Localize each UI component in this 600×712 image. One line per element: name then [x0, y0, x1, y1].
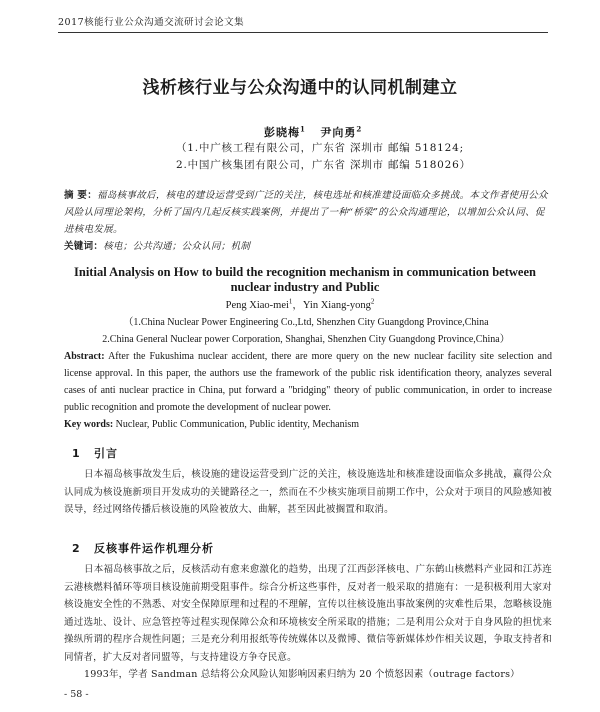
- page-number: - 58 -: [64, 689, 89, 700]
- keywords-en-label: Key words:: [64, 419, 114, 430]
- paper-title-en: Initial Analysis on How to build the recognition mechanism in communication between nuclear industry and Public: [74, 265, 536, 294]
- section-1-title: 引言: [94, 447, 118, 460]
- keywords-en: [64, 416, 552, 433]
- author-2-en-sup: 2: [370, 297, 375, 306]
- section-1-number: 1: [72, 447, 81, 460]
- keywords-en-text: Nuclear, Public Communication, Public identity, Mechanism: [115, 419, 360, 430]
- running-header: 2017核能行业公众沟通交流研讨会论文集: [58, 17, 245, 28]
- affiliations-cn: [176, 140, 471, 174]
- section-2-paragraph-2: 1993年，学者 Sandman 总结将公众风险认知影响因素归纳为 20 个愤怒因素（outrage factors）: [84, 669, 520, 680]
- affiliations-en: [62, 314, 550, 348]
- keywords-cn-text: 核电；公共沟通；公众认同；机制: [103, 241, 251, 252]
- abstract-en: [64, 348, 552, 416]
- section-1-paragraph: 日本福岛核事故发生后，核设施的建设运营受到广泛的关注，核设施选址和核准建设面临众多挑战，赢得公众认同成为核设施新项目开发成功的关键路径之一，然而在不少核实施项目前期工作中，公众对于项目的风险感知被误导，经过网络传播后核设施的风险被放大、曲解，甚至因此被搁置和取消。: [64, 469, 552, 515]
- abstract-en-label: Abstract:: [64, 351, 105, 362]
- affiliation-en-2: 2.China General Nuclear power Corporation, Shanghai, Shenzhen City Guangdong Province,China）: [102, 334, 510, 345]
- author-2-en: Yin Xiang-yong: [302, 300, 371, 311]
- authors-en: [0, 297, 600, 312]
- abstract-cn: [64, 187, 548, 238]
- author-2-sup: 2: [356, 124, 363, 134]
- section-1-heading: [72, 445, 118, 461]
- keywords-cn-label: 关键词：: [64, 241, 104, 252]
- section-2-title: 反核事件运作机理分析: [94, 542, 214, 555]
- paper-title-cn: 浅析核行业与公众沟通中的认同机制建立: [142, 78, 458, 98]
- abstract-cn-text: 福岛核事故后，核电的建设运营受到广泛的关注，核电选址和核准建设面临众多挑战。本文作者使用公众风险认同理论架构，分析了国内几起反核实践案例，并提出了一种“桥梁”的公众沟通理论，以增加公众认同、促进核电发展。: [64, 190, 548, 235]
- affiliation-cn-2: 2.中国广核集团有限公司，广东省 深圳市 邮编 518026）: [176, 159, 471, 171]
- authors-cn: [264, 124, 362, 140]
- abstract-cn-label: 摘 要：: [64, 190, 98, 201]
- section-2-heading: [72, 540, 214, 556]
- abstract-en-text: After the Fukushima nuclear accident, there are more query on the new nuclear facility site selection and license approval. In this paper, the authors use the framework of the public risk identification theory, analyzes several cases of anti nuclear practice in China, put forward a "bridging" theory of public communication, in order to increase public recognition and promote the development of nuclear power.: [64, 351, 552, 413]
- section-2-number: 2: [72, 542, 81, 555]
- keywords-cn: [64, 238, 548, 255]
- section-2-paragraph-1: 日本福岛核事故之后，反核活动有愈来愈激化的趋势，出现了江西彭泽核电、广东鹤山核燃料产业园和江苏连云港核燃料循环等项目核设施前期受阻事件。综合分析这些事件，反对者一般采取的措施有：一是积极利用大家对核设施安全性的不熟悉、对安全保障原理和过程的不理解，宣传以往核设施出事故案例的灾难性后果，忽略核设施通过选址、设计、应急管控等过程实现保障公众和环境核安全所采取的措施；二是利用公众对于自身风险的担忧来操纵所谓的程序合规性问题；三是充分利用报纸等传统媒体以及微博、微信等新媒体炒作相关议题，争取支持者和同情者，扩大反对者同盟等，与支持建设方争夺民意。: [64, 564, 552, 663]
- affiliation-en-1: （1.China Nuclear Power Engineering Co.,Ltd, Shenzhen City Guangdong Province,China: [123, 317, 489, 328]
- author-separator: ，: [292, 300, 303, 311]
- author-2-cn: 尹向勇: [320, 126, 357, 139]
- header-rule: [58, 32, 548, 33]
- author-1-en-sup: 1: [288, 297, 293, 306]
- affiliation-cn-1: （1.中广核工程有限公司，广东省 深圳市 邮编 518124;: [176, 142, 464, 154]
- author-1-cn: 彭晓梅: [264, 126, 300, 139]
- author-1-en: Peng Xiao-mei: [225, 300, 289, 311]
- author-1-sup: 1: [300, 124, 306, 134]
